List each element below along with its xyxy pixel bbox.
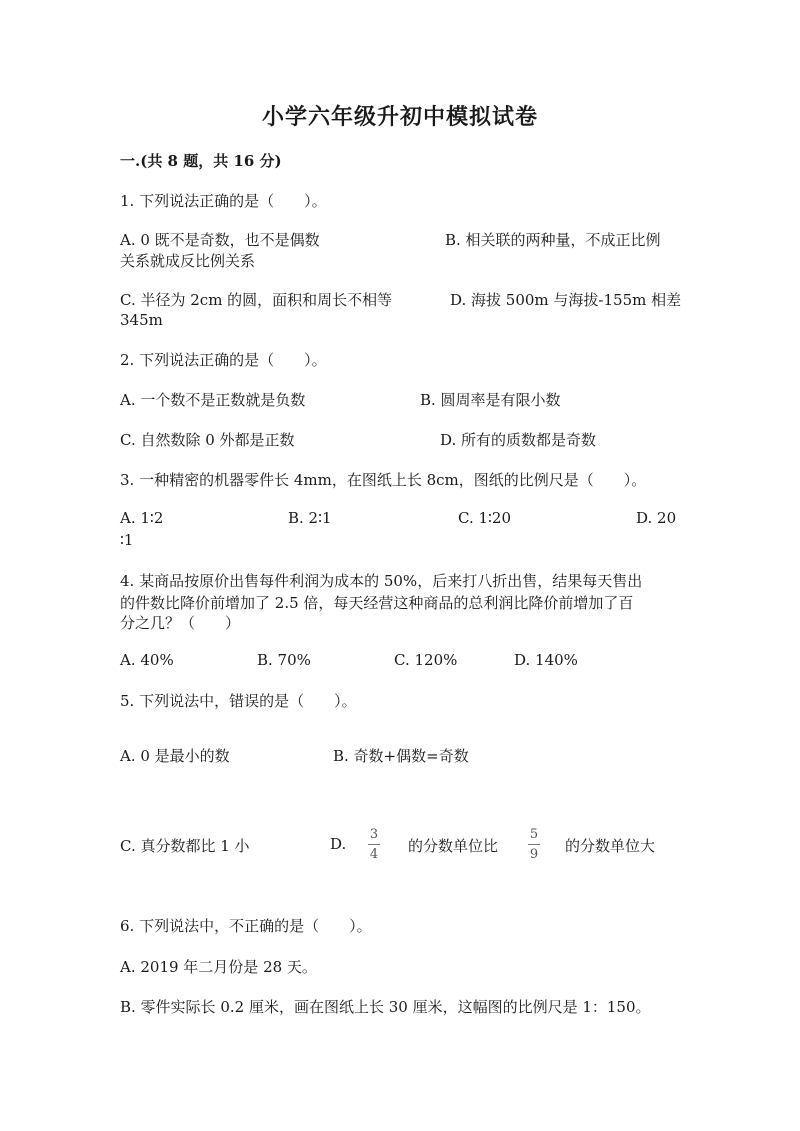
q1-option-b-continued: 关系就成反比例关系 — [120, 252, 256, 270]
q3-stem: 3. 一种精密的机器零件长 4mm，在图纸上长 8cm，图纸的比例尺是（ ）。 — [120, 471, 647, 489]
q1-option-a: A. 0 既不是奇数，也不是偶数 — [120, 231, 320, 249]
fraction-denominator: 4 — [369, 847, 379, 862]
fraction-denominator: 9 — [529, 847, 539, 862]
page-title: 小学六年级升初中模拟试卷 — [261, 104, 538, 130]
q1-option-c: C. 半径为 2cm 的圆，面积和周长不相等 — [120, 291, 393, 309]
q4-option-a: A. 40% — [120, 651, 174, 669]
q3-option-a: A. 1∶2 — [120, 509, 164, 527]
q4-option-c: C. 120% — [394, 651, 458, 669]
fraction-bar — [528, 844, 540, 845]
q5-option-b: B. 奇数+偶数=奇数 — [333, 747, 469, 765]
q1-option-d-continued: 345m — [120, 311, 163, 329]
q3-option-d: D. 20 — [636, 509, 677, 527]
q1-option-d: D. 海拔 500m 与海拔-155m 相差 — [450, 291, 682, 309]
q2-stem: 2. 下列说法正确的是（ ）。 — [120, 351, 327, 369]
q2-option-b: B. 圆周率是有限小数 — [420, 391, 561, 409]
q5-fraction-five-ninths — [528, 828, 540, 861]
q1-option-b: B. 相关联的两种量，不成正比例 — [445, 231, 661, 249]
q2-option-d: D. 所有的质数都是奇数 — [440, 431, 597, 449]
fraction-numerator: 3 — [369, 827, 379, 842]
q2-option-c: C. 自然数除 0 外都是正数 — [120, 431, 295, 449]
q4-stem-line3: 分之几？（ ） — [120, 614, 241, 632]
q3-option-b: B. 2∶1 — [288, 509, 332, 527]
q5-option-a: A. 0 是最小的数 — [120, 747, 230, 765]
q4-stem-line1: 4. 某商品按原价出售每件利润为成本的 50%，后来打八折出售，结果每天售出 — [120, 572, 643, 590]
q4-option-b: B. 70% — [257, 651, 311, 669]
section-heading: 一.(共 8 题，共 16 分) — [120, 152, 282, 170]
q3-option-c: C. 1∶20 — [458, 509, 512, 527]
fraction-numerator: 5 — [529, 827, 539, 842]
fraction-bar — [368, 844, 380, 845]
q5-stem: 5. 下列说法中，错误的是（ ）。 — [120, 692, 357, 710]
q5-option-d-middle: 的分数单位比 — [408, 837, 499, 855]
q6-option-b: B. 零件实际长 0.2 厘米，画在图纸上长 30 厘米，这幅图的比例尺是 1：150。 — [120, 998, 651, 1016]
q5-option-d-label: D. — [330, 835, 347, 853]
q5-option-c: C. 真分数都比 1 小 — [120, 837, 250, 855]
q2-option-a: A. 一个数不是正数就是负数 — [120, 391, 306, 409]
q3-option-d-continued: ∶1 — [120, 531, 134, 549]
q4-stem-line2: 的件数比降价前增加了 2.5 倍，每天经营这种商品的总利润比降价前增加了百 — [120, 594, 634, 612]
q4-option-d: D. 140% — [514, 651, 578, 669]
q6-option-a: A. 2019 年二月份是 28 天。 — [120, 958, 317, 976]
q5-option-d-end: 的分数单位大 — [565, 837, 656, 855]
q1-stem: 1. 下列说法正确的是（ ）。 — [120, 192, 327, 210]
q6-stem: 6. 下列说法中，不正确的是（ ）。 — [120, 917, 372, 935]
q5-fraction-three-fourths — [368, 828, 380, 861]
